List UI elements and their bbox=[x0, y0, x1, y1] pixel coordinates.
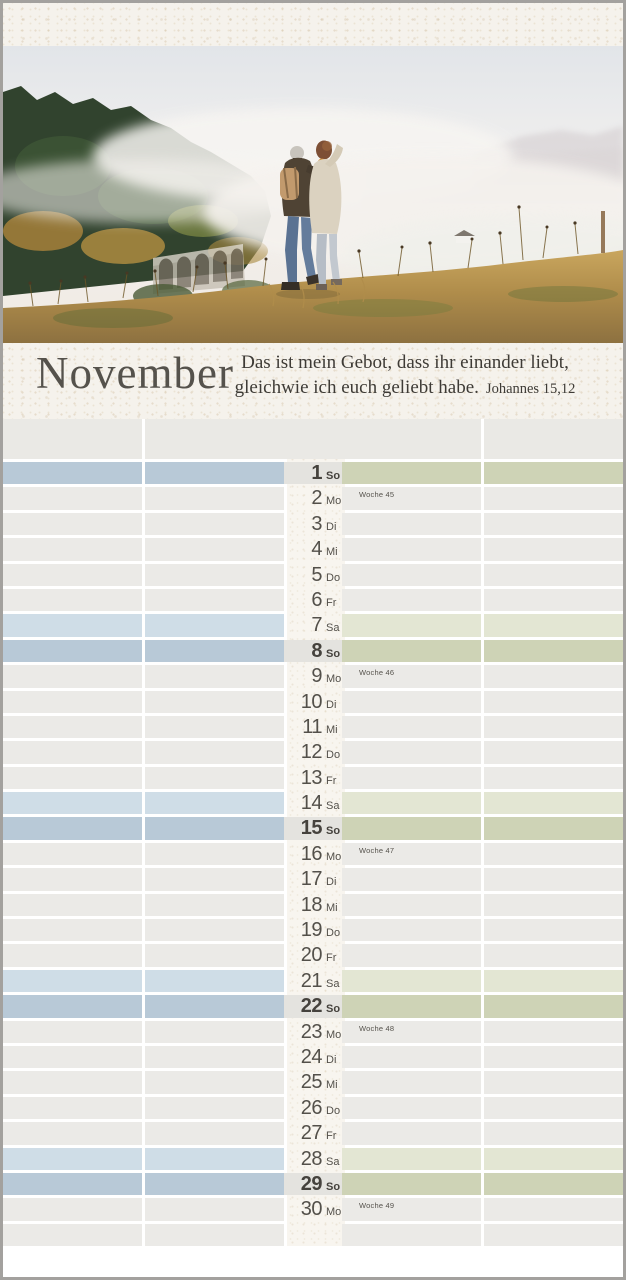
day-cell-right-2 bbox=[484, 1071, 623, 1093]
calendar-day-row bbox=[3, 970, 623, 992]
day-cell-right-1 bbox=[342, 1173, 481, 1195]
calendar-photo bbox=[3, 46, 623, 343]
day-number: 14 bbox=[300, 792, 322, 815]
day-cell-right-2 bbox=[484, 1148, 623, 1170]
day-cell-left-1 bbox=[3, 792, 142, 814]
calendar-day-row bbox=[3, 1021, 623, 1043]
bible-verse bbox=[195, 350, 615, 402]
calendar-day-row bbox=[3, 691, 623, 713]
day-cell-center bbox=[284, 843, 342, 865]
day-cell-left-1 bbox=[3, 919, 142, 941]
week-label bbox=[342, 1173, 481, 1176]
day-cell-left-2 bbox=[145, 640, 284, 662]
day-cell-center bbox=[284, 716, 342, 738]
day-cell-center bbox=[284, 640, 342, 662]
day-cell-left-2 bbox=[145, 564, 284, 586]
day-number: 29 bbox=[300, 1172, 322, 1195]
day-cell-left-1 bbox=[3, 1071, 142, 1093]
week-label bbox=[342, 1097, 481, 1100]
day-cell-right-1 bbox=[342, 665, 481, 687]
week-label bbox=[342, 716, 481, 719]
day-cell-right-1 bbox=[342, 1148, 481, 1170]
day-cell-right-2 bbox=[484, 513, 623, 535]
photo-meadow-tuft bbox=[508, 286, 618, 302]
day-number: 10 bbox=[300, 690, 322, 713]
calendar-day-row bbox=[3, 538, 623, 560]
day-abbr: Di bbox=[326, 1053, 337, 1066]
day-number: 19 bbox=[300, 919, 322, 942]
day-cell-right-1 bbox=[342, 868, 481, 890]
day-cell-left-1 bbox=[3, 894, 142, 916]
day-abbr: Mi bbox=[326, 546, 338, 559]
calendar-day-row bbox=[3, 1071, 623, 1093]
calendar-trailing-row bbox=[3, 1224, 623, 1246]
day-cell-left-1 bbox=[3, 1148, 142, 1170]
week-label bbox=[342, 691, 481, 694]
day-cell-left-1 bbox=[3, 614, 142, 636]
day-number: 13 bbox=[300, 766, 322, 789]
day-cell-right-2 bbox=[484, 1097, 623, 1119]
week-label bbox=[342, 894, 481, 897]
day-cell-left-2 bbox=[145, 665, 284, 687]
day-cell-left-1 bbox=[3, 995, 142, 1017]
day-cell-right-2 bbox=[484, 487, 623, 509]
day-cell-left-2 bbox=[145, 487, 284, 509]
week-label bbox=[342, 589, 481, 592]
calendar-day-row bbox=[3, 564, 623, 586]
header-cell-right-1 bbox=[342, 419, 481, 459]
day-number: 27 bbox=[300, 1122, 322, 1145]
week-label bbox=[342, 462, 481, 465]
day-cell-left-1 bbox=[3, 691, 142, 713]
day-cell-right-2 bbox=[484, 564, 623, 586]
day-cell-left-2 bbox=[145, 1021, 284, 1043]
day-abbr: So bbox=[326, 1180, 341, 1193]
day-cell-right-2 bbox=[484, 1122, 623, 1144]
day-abbr: Mi bbox=[326, 901, 338, 914]
photo-wooden-post bbox=[601, 211, 605, 253]
calendar-day-row bbox=[3, 1173, 623, 1195]
calendar-day-row bbox=[3, 1122, 623, 1144]
day-abbr: Do bbox=[326, 1104, 341, 1117]
week-label: Woche 47 bbox=[359, 845, 395, 855]
day-cell-center bbox=[284, 589, 342, 611]
day-cell-right-2 bbox=[484, 716, 623, 738]
day-cell-left-2 bbox=[145, 1173, 284, 1195]
day-cell-right-1 bbox=[342, 1071, 481, 1093]
day-cell-left-2 bbox=[145, 691, 284, 713]
day-cell-left-2 bbox=[145, 462, 284, 484]
day-abbr: Do bbox=[326, 571, 341, 584]
day-cell-center bbox=[284, 817, 342, 839]
day-cell-left-2 bbox=[145, 716, 284, 738]
header-cell-right-2 bbox=[484, 419, 623, 459]
day-cell-right-1 bbox=[342, 716, 481, 738]
week-label bbox=[342, 538, 481, 541]
day-abbr: So bbox=[326, 470, 341, 482]
calendar-day-row bbox=[3, 792, 623, 814]
day-cell-left-2 bbox=[145, 843, 284, 865]
day-number: 26 bbox=[300, 1096, 322, 1119]
day-cell-left-1 bbox=[3, 640, 142, 662]
day-number: 30 bbox=[300, 1198, 322, 1221]
day-cell-left-1 bbox=[3, 716, 142, 738]
week-label bbox=[342, 944, 481, 947]
day-cell-right-2 bbox=[484, 462, 623, 484]
day-abbr: Fr bbox=[326, 1130, 337, 1143]
verse-line-2: gleichwie ich euch geliebt habe. Johannes 15,12 bbox=[234, 377, 576, 398]
calendar-day-row bbox=[3, 1097, 623, 1119]
day-cell-center bbox=[284, 564, 342, 586]
day-abbr: Do bbox=[326, 927, 341, 940]
calendar-header-row bbox=[3, 419, 623, 459]
day-cell-right-1 bbox=[342, 640, 481, 662]
week-label bbox=[342, 741, 481, 744]
day-cell-center bbox=[284, 792, 342, 814]
day-abbr: Sa bbox=[326, 1155, 340, 1168]
day-number: 5 bbox=[311, 563, 322, 586]
day-abbr: Fr bbox=[326, 774, 337, 787]
day-cell-right-2 bbox=[484, 1046, 623, 1068]
day-abbr: So bbox=[326, 1003, 341, 1016]
day-abbr: Sa bbox=[326, 977, 340, 990]
day-cell-center bbox=[284, 665, 342, 687]
day-cell-left-2 bbox=[145, 589, 284, 611]
day-cell-left-1 bbox=[3, 1173, 142, 1195]
calendar-day-row bbox=[3, 741, 623, 763]
day-number: 20 bbox=[300, 944, 322, 967]
calendar-day-row bbox=[3, 817, 623, 839]
week-label bbox=[342, 970, 481, 973]
day-cell-right-1 bbox=[342, 564, 481, 586]
day-cell-center bbox=[284, 868, 342, 890]
day-cell-left-2 bbox=[145, 1224, 284, 1246]
day-cell-right-1 bbox=[342, 919, 481, 941]
day-cell-right-2 bbox=[484, 792, 623, 814]
day-cell-left-1 bbox=[3, 817, 142, 839]
week-label bbox=[342, 1046, 481, 1049]
day-cell-center bbox=[284, 1173, 342, 1195]
day-cell-left-1 bbox=[3, 513, 142, 535]
day-cell-right-1 bbox=[342, 1122, 481, 1144]
day-cell-center bbox=[284, 1097, 342, 1119]
day-cell-left-1 bbox=[3, 564, 142, 586]
day-abbr: Fr bbox=[326, 952, 337, 965]
day-cell-center bbox=[284, 894, 342, 916]
day-cell-right-1 bbox=[342, 1021, 481, 1043]
day-number: 9 bbox=[311, 665, 322, 688]
day-abbr: Mi bbox=[326, 1079, 338, 1092]
week-label bbox=[342, 1071, 481, 1074]
day-number: 18 bbox=[300, 893, 322, 916]
calendar-day-row bbox=[3, 716, 623, 738]
day-cell-center bbox=[284, 1198, 342, 1220]
day-abbr: Mo bbox=[326, 1206, 342, 1219]
calendar-day-row bbox=[3, 944, 623, 966]
autumn-hillside-couple-illustration bbox=[3, 46, 623, 343]
week-label bbox=[342, 767, 481, 770]
day-cell-left-2 bbox=[145, 614, 284, 636]
day-cell-left-1 bbox=[3, 843, 142, 865]
day-cell-right-1 bbox=[342, 1224, 481, 1246]
day-cell-left-2 bbox=[145, 741, 284, 763]
day-cell-left-2 bbox=[145, 1097, 284, 1119]
calendar-day-row bbox=[3, 868, 623, 890]
day-cell-right-1 bbox=[342, 589, 481, 611]
day-abbr: Mi bbox=[326, 723, 338, 736]
day-cell-center bbox=[284, 970, 342, 992]
day-cell-right-1 bbox=[342, 894, 481, 916]
day-cell-right-2 bbox=[484, 640, 623, 662]
day-cell-right-2 bbox=[484, 691, 623, 713]
day-cell-right-1 bbox=[342, 995, 481, 1017]
day-cell-left-2 bbox=[145, 894, 284, 916]
day-cell-left-2 bbox=[145, 995, 284, 1017]
header-cell-center bbox=[284, 419, 342, 459]
day-cell-left-1 bbox=[3, 1198, 142, 1220]
calendar-day-row bbox=[3, 1046, 623, 1068]
day-cell-left-2 bbox=[145, 1046, 284, 1068]
day-cell-right-1 bbox=[342, 1046, 481, 1068]
week-label: Woche 49 bbox=[359, 1201, 395, 1211]
day-cell-center bbox=[284, 691, 342, 713]
day-abbr: So bbox=[326, 647, 341, 660]
day-cell-center bbox=[284, 1071, 342, 1093]
day-cell-center bbox=[284, 538, 342, 560]
day-number: 16 bbox=[300, 842, 322, 865]
day-abbr: Di bbox=[326, 698, 337, 711]
day-cell-center bbox=[284, 462, 342, 484]
calendar-day-row bbox=[3, 589, 623, 611]
day-cell-right-1 bbox=[342, 817, 481, 839]
week-label bbox=[342, 1148, 481, 1151]
day-cell-left-1 bbox=[3, 1046, 142, 1068]
day-abbr: Do bbox=[326, 749, 341, 762]
day-cell-right-2 bbox=[484, 614, 623, 636]
day-cell-center bbox=[284, 1046, 342, 1068]
day-cell-left-1 bbox=[3, 741, 142, 763]
calendar-day-row bbox=[3, 1198, 623, 1220]
day-number: 2 bbox=[311, 487, 322, 510]
day-cell-center bbox=[284, 944, 342, 966]
week-label bbox=[342, 564, 481, 567]
day-number: 15 bbox=[300, 817, 322, 840]
day-cell-center bbox=[284, 614, 342, 636]
calendar-day-row bbox=[3, 767, 623, 789]
day-abbr: Mo bbox=[326, 1028, 342, 1041]
day-cell-center bbox=[284, 513, 342, 535]
day-number: 12 bbox=[300, 741, 322, 764]
header-cell-left-2 bbox=[145, 419, 284, 459]
day-cell-left-1 bbox=[3, 665, 142, 687]
week-label bbox=[342, 1122, 481, 1125]
calendar-day-row bbox=[3, 640, 623, 662]
day-abbr: Di bbox=[326, 876, 337, 889]
day-cell-right-1 bbox=[342, 970, 481, 992]
day-cell-center bbox=[284, 1224, 342, 1246]
day-cell-right-2 bbox=[484, 741, 623, 763]
day-cell-center bbox=[284, 741, 342, 763]
day-cell-right-1 bbox=[342, 792, 481, 814]
day-cell-right-1 bbox=[342, 487, 481, 509]
day-abbr: Di bbox=[326, 520, 337, 533]
day-cell-right-2 bbox=[484, 1173, 623, 1195]
week-label bbox=[342, 640, 481, 643]
day-cell-right-1 bbox=[342, 767, 481, 789]
verse-line-1: Das ist mein Gebot, dass ihr einander liebt, bbox=[241, 352, 569, 373]
day-cell-left-1 bbox=[3, 944, 142, 966]
day-cell-right-2 bbox=[484, 1021, 623, 1043]
day-cell-right-2 bbox=[484, 919, 623, 941]
day-cell-right-2 bbox=[484, 995, 623, 1017]
day-cell-left-1 bbox=[3, 868, 142, 890]
day-cell-left-2 bbox=[145, 868, 284, 890]
day-cell-center bbox=[284, 995, 342, 1017]
day-cell-right-1 bbox=[342, 614, 481, 636]
verse-reference: Johannes 15,12 bbox=[485, 381, 576, 397]
calendar-day-row bbox=[3, 843, 623, 865]
day-cell-center bbox=[284, 1122, 342, 1144]
day-number: 22 bbox=[300, 995, 322, 1018]
day-cell-left-2 bbox=[145, 538, 284, 560]
day-number: 11 bbox=[302, 715, 322, 738]
day-abbr: So bbox=[326, 825, 341, 838]
day-cell-center bbox=[284, 487, 342, 509]
photo-meadow-tuft bbox=[313, 299, 453, 317]
day-cell-right-1 bbox=[342, 513, 481, 535]
month-title: November bbox=[36, 348, 234, 398]
day-number: 6 bbox=[311, 588, 322, 611]
day-number: 8 bbox=[311, 639, 322, 662]
day-cell-left-2 bbox=[145, 817, 284, 839]
day-cell-right-2 bbox=[484, 767, 623, 789]
day-cell-right-2 bbox=[484, 970, 623, 992]
calendar-day-row bbox=[3, 513, 623, 535]
day-cell-left-2 bbox=[145, 1148, 284, 1170]
day-cell-right-1 bbox=[342, 691, 481, 713]
day-number: 4 bbox=[311, 538, 322, 561]
day-cell-left-1 bbox=[3, 589, 142, 611]
week-label bbox=[342, 792, 481, 795]
day-cell-left-2 bbox=[145, 944, 284, 966]
calendar-day-row bbox=[3, 995, 623, 1017]
day-cell-left-2 bbox=[145, 792, 284, 814]
day-cell-left-1 bbox=[3, 1021, 142, 1043]
day-number: 3 bbox=[311, 512, 322, 535]
day-cell-left-1 bbox=[3, 1224, 142, 1246]
day-cell-right-2 bbox=[484, 1224, 623, 1246]
day-cell-right-1 bbox=[342, 944, 481, 966]
day-number: 1 bbox=[311, 462, 322, 484]
day-cell-right-2 bbox=[484, 843, 623, 865]
day-number: 28 bbox=[300, 1147, 322, 1170]
day-cell-right-1 bbox=[342, 1198, 481, 1220]
day-number: 17 bbox=[300, 868, 322, 891]
day-abbr: Sa bbox=[326, 622, 340, 635]
day-cell-left-1 bbox=[3, 487, 142, 509]
calendar-day-row bbox=[3, 462, 623, 484]
header-cell-left-1 bbox=[3, 419, 142, 459]
day-cell-right-2 bbox=[484, 817, 623, 839]
day-number: 24 bbox=[300, 1045, 322, 1068]
day-cell-left-2 bbox=[145, 970, 284, 992]
calendar-day-row bbox=[3, 487, 623, 509]
day-cell-center bbox=[284, 767, 342, 789]
day-abbr: Mo bbox=[326, 495, 342, 508]
day-cell-right-2 bbox=[484, 589, 623, 611]
week-label: Woche 48 bbox=[359, 1023, 395, 1033]
day-cell-right-1 bbox=[342, 741, 481, 763]
day-cell-right-1 bbox=[342, 462, 481, 484]
week-label bbox=[342, 919, 481, 922]
day-cell-left-1 bbox=[3, 462, 142, 484]
title-band bbox=[3, 343, 623, 419]
day-cell-left-1 bbox=[3, 1097, 142, 1119]
week-label bbox=[342, 614, 481, 617]
day-cell-left-2 bbox=[145, 1198, 284, 1220]
day-abbr: Fr bbox=[326, 596, 337, 609]
day-cell-right-2 bbox=[484, 868, 623, 890]
day-cell-right-2 bbox=[484, 1198, 623, 1220]
day-cell-right-2 bbox=[484, 538, 623, 560]
day-cell-left-2 bbox=[145, 1071, 284, 1093]
day-abbr: Mo bbox=[326, 850, 342, 863]
day-abbr: Mo bbox=[326, 673, 342, 686]
calendar-grid bbox=[3, 419, 623, 1277]
photo-autumn-trees bbox=[81, 228, 165, 264]
day-number: 7 bbox=[311, 614, 322, 637]
day-cell-right-1 bbox=[342, 843, 481, 865]
day-cell-right-2 bbox=[484, 944, 623, 966]
day-cell-right-2 bbox=[484, 894, 623, 916]
photo-meadow-tuft bbox=[53, 308, 173, 328]
day-cell-left-2 bbox=[145, 513, 284, 535]
week-label bbox=[342, 995, 481, 998]
day-number: 21 bbox=[300, 969, 322, 992]
day-cell-right-1 bbox=[342, 538, 481, 560]
week-label bbox=[342, 513, 481, 516]
day-cell-center bbox=[284, 919, 342, 941]
week-label bbox=[342, 817, 481, 820]
day-cell-left-1 bbox=[3, 970, 142, 992]
week-label: Woche 46 bbox=[359, 668, 395, 678]
paper-top-band bbox=[3, 3, 623, 46]
day-cell-left-2 bbox=[145, 767, 284, 789]
calendar-day-row bbox=[3, 894, 623, 916]
day-abbr: Sa bbox=[326, 800, 340, 813]
day-cell-left-2 bbox=[145, 1122, 284, 1144]
day-cell-right-2 bbox=[484, 665, 623, 687]
day-cell-center bbox=[284, 1148, 342, 1170]
calendar-day-row bbox=[3, 614, 623, 636]
day-cell-left-1 bbox=[3, 1122, 142, 1144]
day-number: 25 bbox=[300, 1071, 322, 1094]
week-label: Woche 45 bbox=[359, 490, 395, 500]
day-cell-right-1 bbox=[342, 1097, 481, 1119]
day-cell-center bbox=[284, 1021, 342, 1043]
week-label bbox=[342, 868, 481, 871]
day-cell-left-1 bbox=[3, 767, 142, 789]
day-cell-left-2 bbox=[145, 919, 284, 941]
day-number: 23 bbox=[300, 1020, 322, 1043]
calendar-day-row bbox=[3, 665, 623, 687]
calendar-day-row bbox=[3, 919, 623, 941]
calendar-day-row bbox=[3, 1148, 623, 1170]
day-cell-left-1 bbox=[3, 538, 142, 560]
